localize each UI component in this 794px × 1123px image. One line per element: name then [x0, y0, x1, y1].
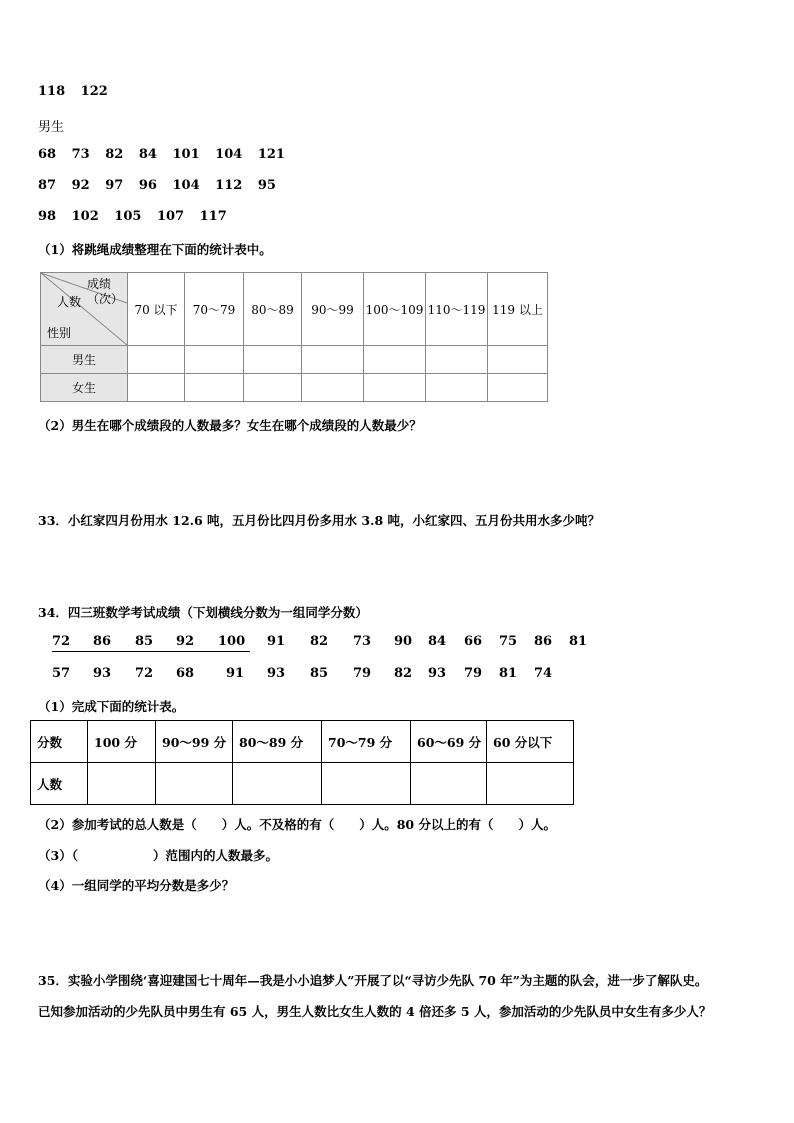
- jump-rope-stats-table: [40, 272, 548, 402]
- blank-cell[interactable]: [128, 374, 185, 402]
- score-value: 75: [499, 634, 518, 649]
- blank-cell[interactable]: [302, 346, 364, 374]
- score-value: 73: [353, 634, 372, 649]
- score-value: 90: [394, 634, 413, 649]
- q34-part1: （1）完成下面的统计表。: [38, 699, 185, 714]
- top-number-row: [38, 84, 119, 99]
- score-value: 104: [172, 178, 200, 193]
- row-header-count: 人数: [31, 763, 88, 805]
- underlined-score: 92: [176, 634, 195, 649]
- column-header: 60～69 分: [411, 721, 487, 763]
- blank-cell[interactable]: [426, 374, 488, 402]
- column-header: 110～119: [426, 273, 488, 346]
- blank-cell[interactable]: [244, 346, 302, 374]
- q32-part2: （2）男生在哪个成绩段的人数最多？女生在哪个成绩段的人数最少？: [38, 418, 422, 433]
- score-value: 86: [534, 634, 553, 649]
- q35-line1: 35．实验小学围绕‘喜迎建国七十周年—我是小小追梦人”开展了以“寻访少先队 70 年”为主题的队会，进一步了解队史。: [38, 973, 708, 988]
- row-header-girls: 女生: [41, 374, 128, 402]
- boys-score-row-1: [38, 147, 296, 162]
- score-value: 93: [93, 666, 112, 681]
- blank-cell[interactable]: [128, 346, 185, 374]
- column-header: 80～89: [244, 273, 302, 346]
- score-value: 68: [38, 147, 57, 162]
- blank-cell[interactable]: [244, 374, 302, 402]
- score-value: 81: [569, 634, 588, 649]
- score-value: 85: [310, 666, 329, 681]
- score-value: 91: [267, 634, 286, 649]
- column-header: 80～89 分: [233, 721, 322, 763]
- underlined-score: 72: [52, 634, 71, 649]
- blank-cell[interactable]: [185, 374, 244, 402]
- score-value: 79: [353, 666, 372, 681]
- column-header: 60 分以下: [487, 721, 574, 763]
- boys-score-row-3: [38, 209, 238, 224]
- score-value: 82: [105, 147, 124, 162]
- blank-cell[interactable]: [488, 374, 548, 402]
- score-value: 122: [80, 84, 108, 99]
- diag-label-score: 成绩 （次）: [86, 277, 123, 306]
- blank-cell[interactable]: [426, 346, 488, 374]
- score-value: 117: [199, 209, 227, 224]
- score-value: 79: [464, 666, 483, 681]
- column-header: 70～79 分: [322, 721, 411, 763]
- score-value: 121: [257, 147, 285, 162]
- score-value: 118: [38, 84, 66, 99]
- score-value: 84: [428, 634, 447, 649]
- blank-cell[interactable]: [322, 763, 411, 805]
- score-value: 82: [310, 634, 329, 649]
- row-header-boys: 男生: [41, 346, 128, 374]
- boys-label: 男生: [38, 120, 65, 135]
- score-value: 74: [534, 666, 553, 681]
- q34-title: 34．四三班数学考试成绩（下划横线分数为一组同学分数）: [38, 605, 368, 620]
- q33-text: 33．小红家四月份用水 12.6 吨，五月份比四月份多用水 3.8 吨，小红家四、五月份共用水多少吨？: [38, 513, 600, 528]
- score-value: 81: [499, 666, 518, 681]
- score-value: 73: [71, 147, 90, 162]
- score-value: 82: [394, 666, 413, 681]
- blank-cell[interactable]: [233, 763, 322, 805]
- score-value: 97: [105, 178, 124, 193]
- score-value: 66: [464, 634, 483, 649]
- blank-cell[interactable]: [302, 374, 364, 402]
- score-value: 104: [215, 147, 243, 162]
- blank-cell[interactable]: [488, 346, 548, 374]
- score-value: 57: [52, 666, 71, 681]
- blank-cell[interactable]: [364, 346, 426, 374]
- underlined-score: 85: [135, 634, 154, 649]
- score-value: 96: [138, 178, 157, 193]
- score-value: 105: [114, 209, 142, 224]
- column-header: 100 分: [88, 721, 156, 763]
- diag-label-count: 人数: [57, 295, 82, 309]
- score-value: 68: [176, 666, 195, 681]
- score-value: 107: [156, 209, 185, 224]
- score-value: 98: [38, 209, 57, 224]
- column-header: 90～99 分: [156, 721, 233, 763]
- q32-part1: （1）将跳绳成绩整理在下面的统计表中。: [38, 242, 272, 257]
- score-value: 72: [135, 666, 154, 681]
- underlined-score: 100: [218, 634, 246, 649]
- score-value: 93: [267, 666, 286, 681]
- q35-line2: 已知参加活动的少先队员中男生有 65 人，男生人数比女生人数的 4 倍还多 5 人，参加活动的少先队员中女生有多少人？: [38, 1004, 712, 1019]
- score-value: 84: [138, 147, 157, 162]
- boys-score-row-2: [38, 178, 287, 193]
- column-header: 90～99: [302, 273, 364, 346]
- underlined-score: 86: [93, 634, 112, 649]
- score-value: 101: [172, 147, 200, 162]
- score-value: 93: [428, 666, 447, 681]
- diag-label-gender: 性别: [47, 326, 72, 340]
- score-value: 95: [257, 178, 276, 193]
- column-header: 分数: [31, 721, 88, 763]
- diagonal-header-cell: [41, 273, 128, 346]
- score-value: 112: [215, 178, 243, 193]
- blank-cell[interactable]: [185, 346, 244, 374]
- score-value: 87: [38, 178, 57, 193]
- score-value: 102: [71, 209, 99, 224]
- underline: [52, 651, 250, 652]
- q34-part2: （2）参加考试的总人数是（ ）人。不及格的有（ ）人。80 分以上的有（ ）人。: [38, 817, 556, 832]
- score-value: 91: [226, 666, 245, 681]
- blank-cell[interactable]: [411, 763, 487, 805]
- q34-part4: （4）一组同学的平均分数是多少？: [38, 878, 235, 893]
- column-header: 100～109: [364, 273, 426, 346]
- blank-cell[interactable]: [88, 763, 156, 805]
- blank-cell[interactable]: [487, 763, 574, 805]
- column-header: 70 以下: [128, 273, 185, 346]
- column-header: 119 以上: [488, 273, 548, 346]
- q34-part3: （3）（ ）范围内的人数最多。: [38, 848, 278, 863]
- blank-cell[interactable]: [156, 763, 233, 805]
- blank-cell[interactable]: [364, 374, 426, 402]
- column-header: 70～79: [185, 273, 244, 346]
- score-value: 92: [71, 178, 90, 193]
- math-score-stats-table: [30, 720, 574, 805]
